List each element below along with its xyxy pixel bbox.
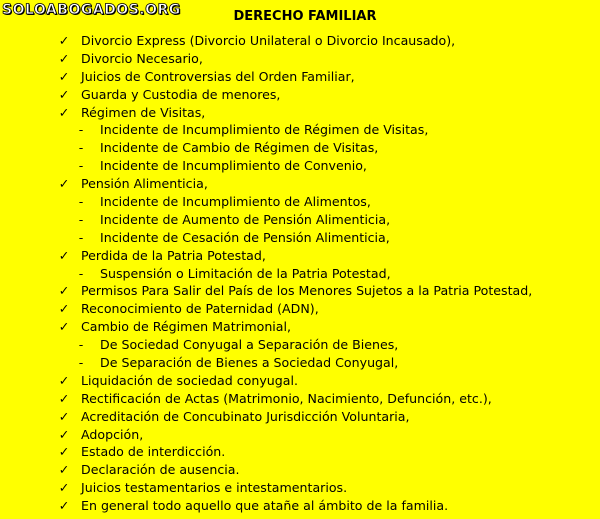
list-item	[57, 372, 532, 390]
list-item	[57, 461, 532, 479]
checkmark-icon: ✓	[58, 86, 70, 102]
checkmark-icon: ✓	[58, 283, 70, 299]
list-item	[57, 86, 532, 104]
dash-bullet-icon: -	[78, 122, 84, 138]
dash-bullet-icon: -	[78, 265, 84, 281]
list-item-text: En general todo aquello que atañe al ámbito de la familia.	[81, 498, 449, 514]
list-item	[57, 282, 532, 300]
list-item-text: Liquidación de sociedad conyugal.	[81, 372, 298, 388]
sub-list-item	[57, 336, 532, 354]
sub-list-item	[57, 157, 532, 175]
watermark: SOLOABOGADOS.ORG	[2, 2, 181, 18]
list-item	[57, 300, 532, 318]
dash-bullet-icon: -	[78, 158, 84, 174]
checkmark-icon: ✓	[58, 176, 70, 192]
list-item-text: Acreditación de Concubinato Jurisdicción Voluntaria,	[81, 408, 410, 424]
list-item	[57, 104, 532, 122]
checkmark-icon: ✓	[58, 498, 70, 514]
checkmark-icon: ✓	[58, 390, 70, 406]
list-item	[57, 479, 532, 497]
checkmark-icon: ✓	[58, 444, 70, 460]
list-item	[57, 426, 532, 444]
dash-bullet-icon: -	[78, 211, 84, 227]
list-item-text: De Separación de Bienes a Sociedad Conyugal,	[100, 355, 399, 371]
services-list	[57, 32, 532, 515]
sub-list-item	[57, 193, 532, 211]
sub-list-item	[57, 229, 532, 247]
list-item-text: Incidente de Cesación de Pensión Alimenticia,	[100, 229, 390, 245]
checkmark-icon: ✓	[58, 104, 70, 120]
checkmark-icon: ✓	[58, 426, 70, 442]
list-item	[57, 175, 532, 193]
list-item-text: Régimen de Visitas,	[81, 104, 206, 120]
list-item	[57, 318, 532, 336]
list-item	[57, 408, 532, 426]
list-item	[57, 68, 532, 86]
list-item	[57, 443, 532, 461]
list-item	[57, 497, 532, 515]
sub-list-item	[57, 121, 532, 139]
list-item	[57, 247, 532, 265]
dash-bullet-icon: -	[78, 355, 84, 371]
list-item-text: Guarda y Custodia de menores,	[81, 86, 281, 102]
list-item-text: Incidente de Incumplimiento de Convenio,	[100, 158, 367, 174]
checkmark-icon: ✓	[58, 247, 70, 263]
sub-list-item	[57, 211, 532, 229]
list-item-text: Incidente de Incumplimiento de Régimen de Visitas,	[100, 122, 429, 138]
list-item-text: Juicios testamentarios e intestamentarios.	[81, 480, 348, 496]
checkmark-icon: ✓	[58, 462, 70, 478]
checkmark-icon: ✓	[58, 68, 70, 84]
dash-bullet-icon: -	[78, 229, 84, 245]
list-item-text: Cambio de Régimen Matrimonial,	[81, 319, 292, 335]
checkmark-icon: ✓	[58, 408, 70, 424]
list-item	[57, 50, 532, 68]
list-item-text: Estado de interdicción.	[81, 444, 226, 460]
list-item-text: Permisos Para Salir del País de los Menores Sujetos a la Patria Potestad,	[81, 283, 533, 299]
list-item-text: Suspensión o Limitación de la Patria Potestad,	[100, 265, 391, 281]
list-item-text: Incidente de Aumento de Pensión Alimenticia,	[100, 211, 391, 227]
list-item-text: Incidente de Cambio de Régimen de Visitas,	[100, 140, 379, 156]
dash-bullet-icon: -	[78, 194, 84, 210]
checkmark-icon: ✓	[58, 50, 70, 66]
checkmark-icon: ✓	[58, 301, 70, 317]
dash-bullet-icon: -	[78, 337, 84, 353]
list-item-text: Juicios de Controversias del Orden Familiar,	[81, 68, 355, 84]
dash-bullet-icon: -	[78, 140, 84, 156]
list-item-text: Pensión Alimenticia,	[81, 176, 208, 192]
list-item-text: Adopción,	[81, 426, 144, 442]
list-item-text: Declaración de ausencia.	[81, 462, 240, 478]
list-item-text: Rectificación de Actas (Matrimonio, Nacimiento, Defunción, etc.),	[81, 390, 492, 406]
list-item	[57, 390, 532, 408]
list-item-text: Perdida de la Patria Potestad,	[81, 247, 266, 263]
checkmark-icon: ✓	[58, 480, 70, 496]
list-item-text: Incidente de Incumplimiento de Alimentos,	[100, 194, 371, 210]
checkmark-icon: ✓	[58, 372, 70, 388]
page-title: DERECHO FAMILIAR	[233, 9, 377, 24]
list-item-text: De Sociedad Conyugal a Separación de Bienes,	[100, 337, 399, 353]
list-item-text: Divorcio Necesario,	[81, 50, 203, 66]
sub-list-item	[57, 139, 532, 157]
checkmark-icon: ✓	[58, 33, 70, 48]
list-item-text: Divorcio Express (Divorcio Unilateral o Divorcio Incausado),	[81, 33, 456, 48]
list-item-text: Reconocimiento de Paternidad (ADN),	[81, 301, 319, 317]
list-item	[57, 32, 532, 50]
sub-list-item	[57, 265, 532, 283]
checkmark-icon: ✓	[58, 319, 70, 335]
sub-list-item	[57, 354, 532, 372]
